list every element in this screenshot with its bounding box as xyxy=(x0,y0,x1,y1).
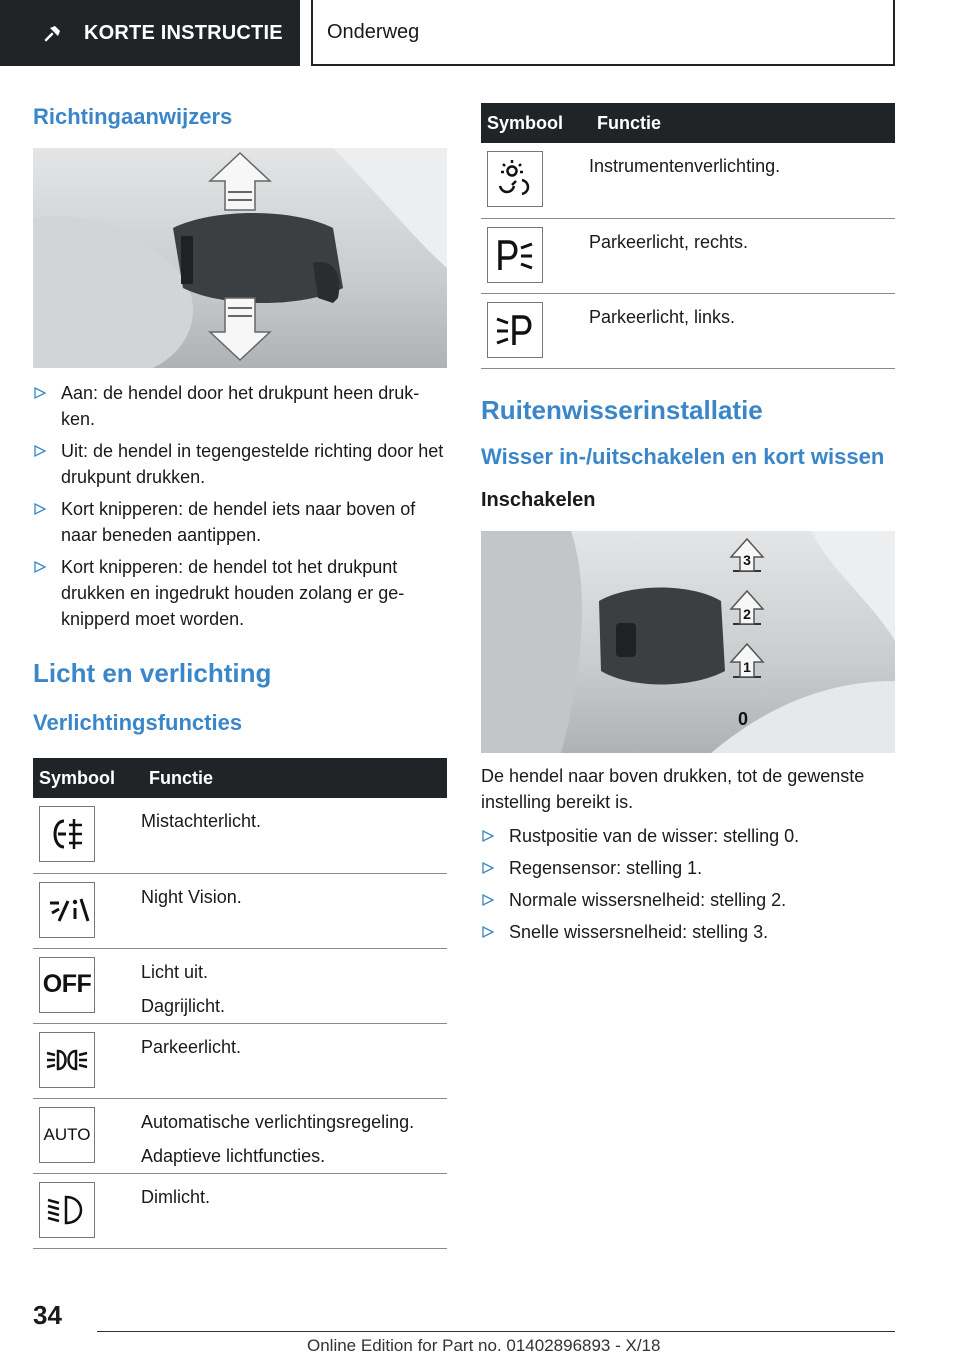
wiper-positions-list xyxy=(481,823,895,945)
pushpin-icon xyxy=(42,22,64,44)
column-header-symbol: Symbool xyxy=(33,758,141,798)
table-row: Dimlicht. xyxy=(33,1173,447,1248)
triangle-bullet-icon xyxy=(481,829,495,843)
turn-signal-list xyxy=(33,380,447,632)
list-item: Kort knipperen: de hendel iets naar boven of naar beneden aantippen. xyxy=(33,496,447,548)
left-column xyxy=(33,100,447,1249)
triangle-bullet-icon xyxy=(33,560,47,574)
list-item: Regensensor: stelling 1. xyxy=(481,855,895,881)
column-header-function: Functie xyxy=(141,758,447,798)
table-row: AUTO Automatische verlichtingsregeling. Adaptieve lichtfuncties. xyxy=(33,1098,447,1173)
triangle-bullet-icon xyxy=(481,861,495,875)
footer-divider xyxy=(97,1331,895,1332)
section-label: Onderweg xyxy=(327,20,420,43)
list-item: Uit: de hendel in tegengestelde richting door het drukpunt drukken. xyxy=(33,438,447,490)
chapter-tab-label: KORTE INSTRUCTIE xyxy=(84,21,283,44)
list-item: Aan: de hendel door het drukpunt heen druk-ken. xyxy=(33,380,447,432)
off-icon: OFF xyxy=(39,957,95,1013)
list-item: Normale wissersnelheid: stelling 2. xyxy=(481,887,895,913)
parking-light-right-icon xyxy=(487,227,543,283)
parking-light-left-icon xyxy=(487,302,543,358)
night-vision-icon xyxy=(39,882,95,938)
column-header-function: Functie xyxy=(589,103,895,143)
edition-text: Online Edition for Part no. 01402896893 - X/18 xyxy=(307,1336,661,1355)
wiper-toggle-heading: Wisser in-/uitschakelen en kort wissen xyxy=(481,443,885,469)
turn-signal-heading: Richtingaanwijzers xyxy=(33,104,233,129)
lever-illustration xyxy=(33,148,447,368)
column-header-symbol: Symbool xyxy=(481,103,589,143)
position-label: 1 xyxy=(743,658,751,675)
list-item: Snelle wissersnelheid: stelling 3. xyxy=(481,919,895,945)
parking-light-icon xyxy=(39,1032,95,1088)
triangle-bullet-icon xyxy=(481,925,495,939)
auto-icon: AUTO xyxy=(39,1107,95,1163)
list-item: Kort knipperen: de hendel tot het drukpunt drukken en ingedrukt houden zolang er ge-knipperd moet worden. xyxy=(33,554,447,632)
page-number: 34 xyxy=(33,1300,62,1330)
wipers-heading: Ruitenwisserinstallatie xyxy=(481,394,763,425)
table-row: Mistachterlicht. xyxy=(33,798,447,873)
lights-heading: Licht en verlichting xyxy=(33,658,272,688)
page-header xyxy=(0,0,960,66)
instrument-lighting-icon xyxy=(487,151,543,207)
wiper-intro-text: De hendel naar boven drukken, tot de gewenste instelling bereikt is. xyxy=(481,765,865,812)
low-beam-icon xyxy=(39,1182,95,1238)
triangle-bullet-icon xyxy=(33,386,47,400)
table-row: Parkeerlicht, rechts. xyxy=(481,218,895,293)
light-functions-heading: Verlichtingsfuncties xyxy=(33,710,243,735)
position-label: 2 xyxy=(743,605,751,622)
table-row: Instrumentenverlichting. xyxy=(481,143,895,218)
turn-signal-lever-photo xyxy=(33,148,447,368)
triangle-bullet-icon xyxy=(481,893,495,907)
switch-on-heading: Inschakelen xyxy=(481,488,596,511)
right-column xyxy=(481,103,895,951)
triangle-bullet-icon xyxy=(33,502,47,516)
position-label: 0 xyxy=(737,708,749,729)
triangle-bullet-icon xyxy=(33,444,47,458)
position-label: 3 xyxy=(743,551,751,568)
wiper-lever-photo xyxy=(481,531,895,753)
rear-fog-light-icon xyxy=(39,806,95,862)
table-row: Parkeerlicht, links. xyxy=(481,293,895,368)
section-label-box xyxy=(311,0,895,66)
light-functions-table-continued xyxy=(481,103,895,369)
chapter-tab[interactable] xyxy=(0,0,300,66)
table-row: Parkeerlicht. xyxy=(33,1023,447,1098)
light-functions-table xyxy=(33,758,447,1249)
table-row: Night Vision. xyxy=(33,873,447,948)
table-row: OFF Licht uit. Dagrijlicht. xyxy=(33,948,447,1023)
wiper-lever-illustration xyxy=(481,531,895,753)
list-item: Rustpositie van de wisser: stelling 0. xyxy=(481,823,895,849)
